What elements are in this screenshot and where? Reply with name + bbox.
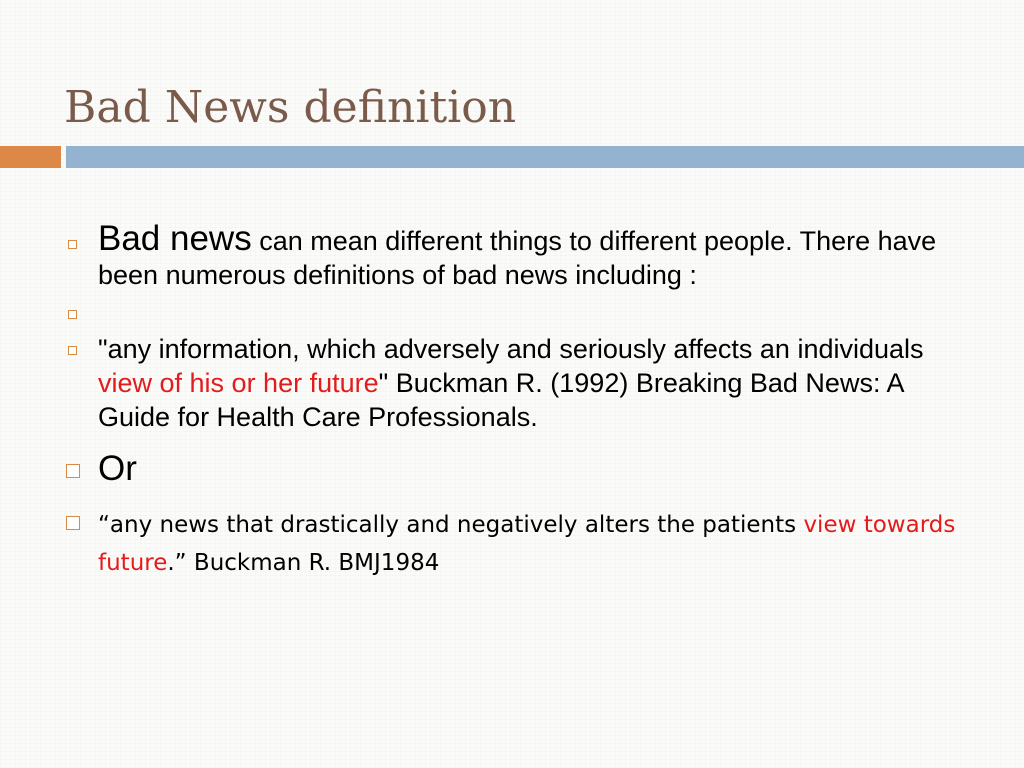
- title-rule-accent: [0, 146, 61, 168]
- bullet-text: can mean different things to different people. There have been numerous definitions of bad news including :: [98, 226, 937, 290]
- slide-title: Bad News definition: [64, 82, 517, 133]
- bullet-text: .” Buckman R. BMJ1984: [167, 550, 440, 576]
- bullet-text: Or: [98, 449, 137, 488]
- bullet-text: " Buckman R. (1992) Breaking Bad News: A Guide for Health Care Professionals.: [98, 368, 903, 432]
- bullet-lead-text: Bad news: [98, 219, 252, 258]
- bullet-item-quote-1984: [62, 506, 972, 582]
- bullet-item-quote-1992: [62, 332, 972, 434]
- bullet-item-or: [62, 448, 972, 490]
- highlighted-text: view of his or her future: [98, 368, 379, 398]
- title-rule-bar: [66, 146, 1024, 168]
- hollow-square-bullet-icon: [68, 310, 77, 319]
- bullet-item-empty: [62, 298, 972, 332]
- bullet-item-definition-intro: [62, 219, 972, 292]
- hollow-square-bullet-icon: [68, 346, 77, 355]
- bullet-list: [62, 219, 972, 582]
- bullet-text: “any news that drastically and negatively alters the patients: [98, 512, 804, 538]
- bullet-text: "any information, which adversely and seriously affects an individuals: [98, 334, 924, 364]
- hollow-square-bullet-icon: [66, 516, 80, 530]
- hollow-square-bullet-icon: [66, 464, 80, 478]
- hollow-square-bullet-icon: [68, 240, 77, 249]
- highlighted-text: view towards future: [98, 512, 956, 576]
